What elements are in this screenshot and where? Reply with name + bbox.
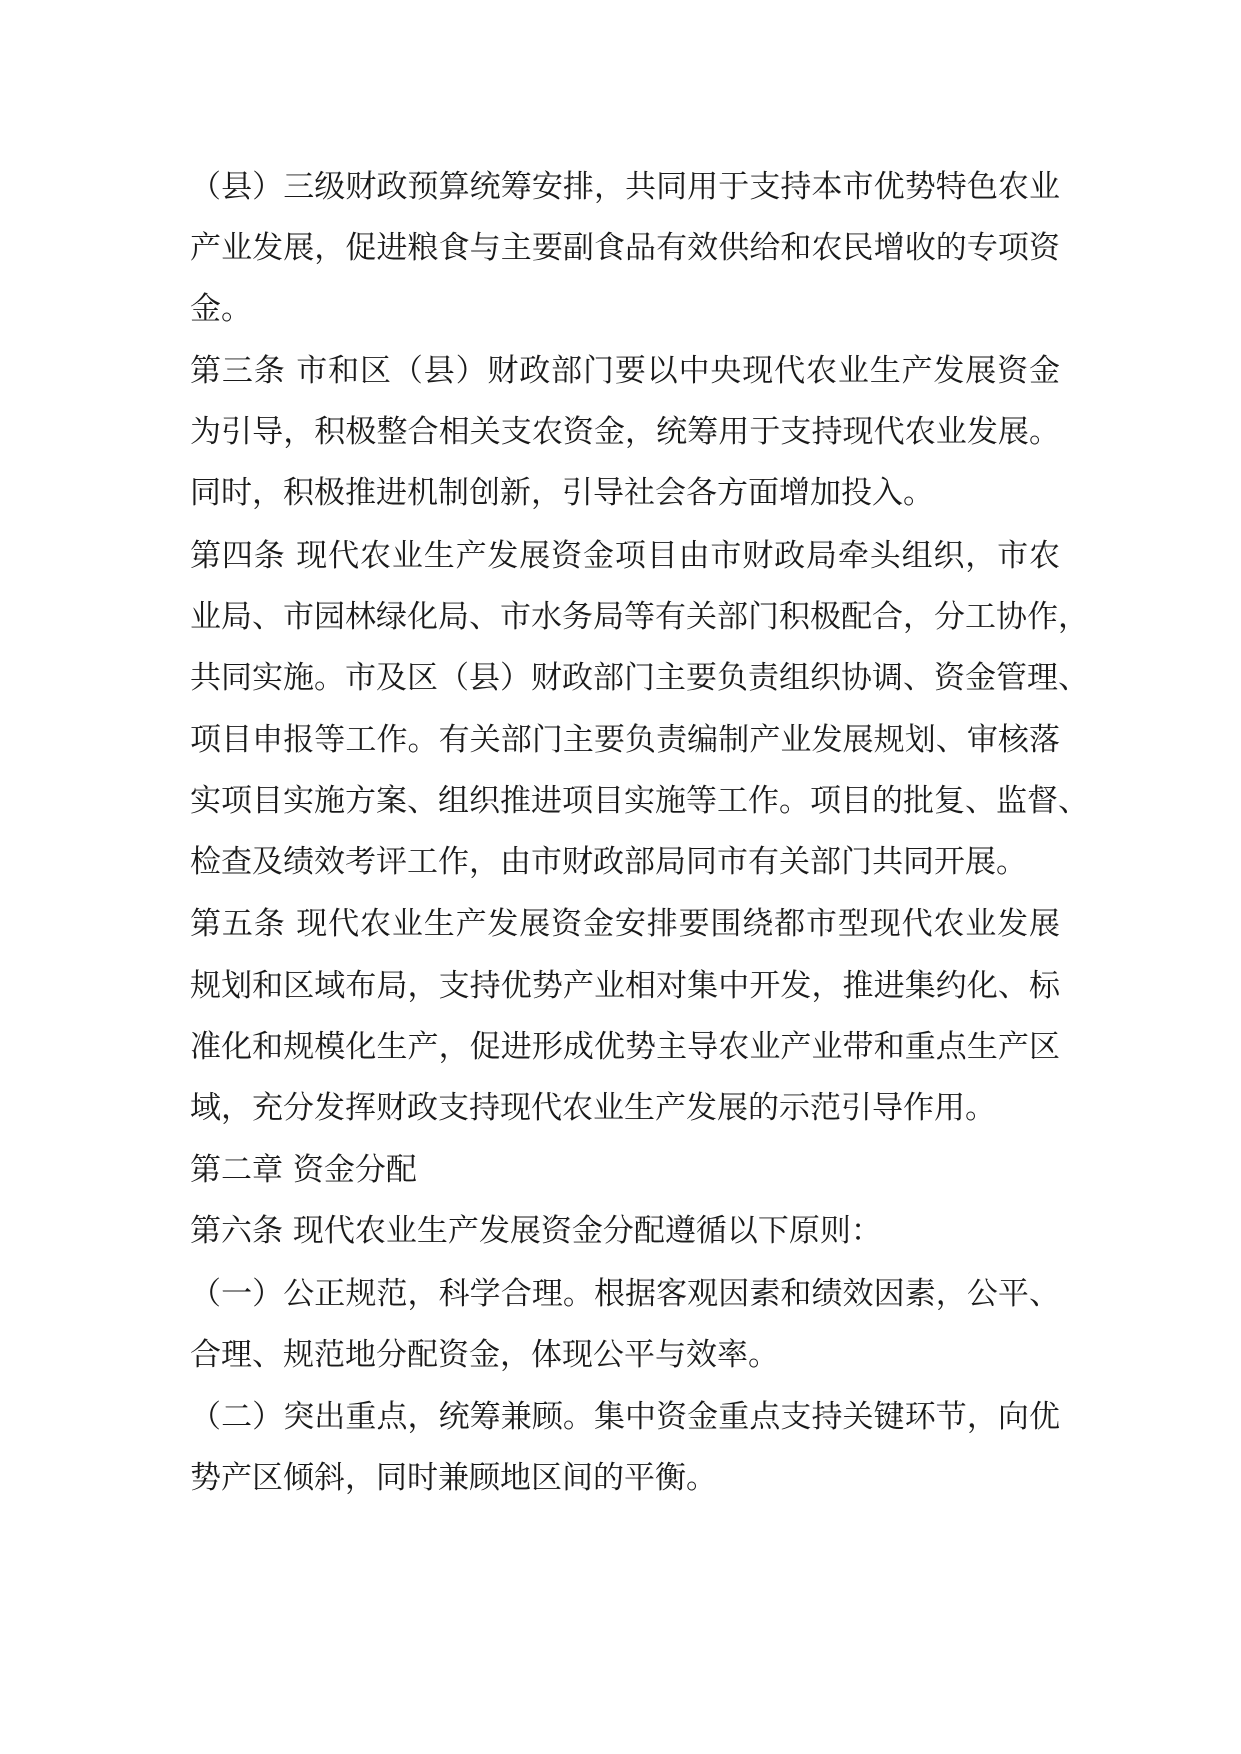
text-line: 域，充分发挥财政支持现代农业生产发展的示范引导作用。 xyxy=(190,1090,996,1126)
text-line: 势产区倾斜，同时兼顾地区间的平衡。 xyxy=(190,1460,717,1496)
text-line: （一）公正规范，科学合理。根据客观因素和绩效因素，公平、 xyxy=(190,1276,1060,1312)
text-line: 产业发展，促进粮食与主要副食品有效供给和农民增收的专项资 xyxy=(190,230,1060,266)
text-line: 共同实施。市及区（县）财政部门主要负责组织协调、资金管理、 xyxy=(190,660,1089,696)
text-line: 金。 xyxy=(190,291,252,327)
text-line: 业局、市园林绿化局、市水务局等有关部门积极配合，分工协作， xyxy=(190,599,1089,635)
text-line: 项目申报等工作。有关部门主要负责编制产业发展规划、审核落 xyxy=(190,722,1060,758)
text-line: （县）三级财政预算统筹安排，共同用于支持本市优势特色农业 xyxy=(190,169,1060,205)
chapter-heading: 第二章 资金分配 xyxy=(190,1152,417,1188)
text-line: 为引导，积极整合相关支农资金，统筹用于支持现代农业发展。 xyxy=(190,414,1060,450)
text-line: 实项目实施方案、组织推进项目实施等工作。项目的批复、监督、 xyxy=(190,783,1089,819)
text-line: 检查及绩效考评工作，由市财政部局同市有关部门共同开展。 xyxy=(190,844,1027,880)
text-line: 第五条 现代农业生产发展资金安排要围绕都市型现代农业发展 xyxy=(190,906,1060,942)
text-line: 准化和规模化生产，促进形成优势主导农业产业带和重点生产区 xyxy=(190,1029,1060,1065)
text-line: （二）突出重点，统筹兼顾。集中资金重点支持关键环节，向优 xyxy=(190,1399,1060,1435)
text-line: 第六条 现代农业生产发展资金分配遵循以下原则： xyxy=(190,1213,882,1249)
text-line: 规划和区域布局，支持优势产业相对集中开发，推进集约化、标 xyxy=(190,968,1060,1004)
text-line: 合理、规范地分配资金，体现公平与效率。 xyxy=(190,1337,779,1373)
text-line: 同时，积极推进机制创新，引导社会各方面增加投入。 xyxy=(190,475,934,511)
text-line: 第四条 现代农业生产发展资金项目由市财政局牵头组织，市农 xyxy=(190,538,1060,574)
text-line: 第三条 市和区（县）财政部门要以中央现代农业生产发展资金 xyxy=(190,353,1060,389)
